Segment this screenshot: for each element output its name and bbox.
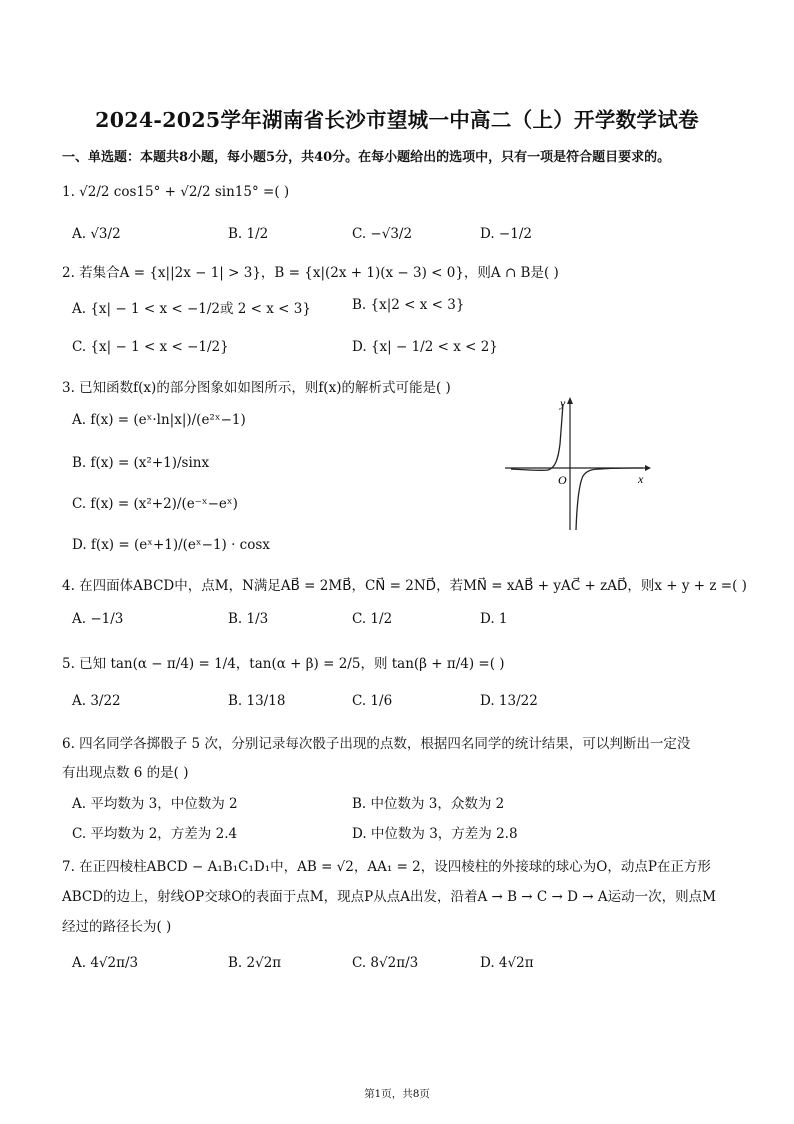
y-axis-arrow <box>567 397 573 404</box>
question-7-stem-line2: ABCD的边上，射线OP交球O的表面于点M，现点P从点A出发，沿着A → B → C → D → A运动一次，则点M <box>62 889 716 905</box>
section-heading: 一、单选题：本题共8小题，每小题5分，共40分。在每小题给出的选项中，只有一项是符合题目要求的。 <box>62 150 671 165</box>
q1-option-a: A. √3/2 <box>72 226 121 242</box>
function-graph <box>503 392 653 532</box>
q4-option-b: B. 1/3 <box>228 611 269 627</box>
q6-option-d: D. 中位数为 3，方差为 2.8 <box>352 826 518 842</box>
curve-left-branch <box>511 404 563 470</box>
q5-option-a: A. 3/22 <box>72 693 121 709</box>
q4-option-c: C. 1/2 <box>352 611 393 627</box>
question-6-stem-line2: 有出现点数 6 的是( ) <box>62 765 189 781</box>
x-axis-arrow <box>645 465 651 471</box>
question-7-stem-line1: 7. 在正四棱柱ABCD − A₁B₁C₁D₁中，AB = √2，AA₁ = 2，设四棱柱的外接球的球心为O，动点P在正方形 <box>62 859 711 875</box>
q1-option-c: C. −√3/2 <box>352 226 413 242</box>
page-title: 2024-2025学年湖南省长沙市望城一中高二（上）开学数学试卷 <box>95 108 699 132</box>
q1-option-b: B. 1/2 <box>228 226 269 242</box>
q6-option-b: B. 中位数为 3，众数为 2 <box>352 796 505 812</box>
q2-option-b: B. {x|2 < x < 3} <box>352 297 465 313</box>
question-4-stem: 4. 在四面体ABCD中，点M，N满足AB⃗ = 2MB⃗，CN⃗ = 2ND⃗，若MN⃗ = xAB⃗ + yAC⃗ + zAD⃗，则x + y + z =( ) <box>62 578 747 594</box>
question-3-stem: 3. 已知函数f(x)的部分图象如如图所示，则f(x)的解析式可能是( ) <box>62 380 451 396</box>
q7-option-c: C. 8√2π/3 <box>352 955 419 971</box>
q4-option-a: A. −1/3 <box>72 611 124 627</box>
q7-option-d: D. 4√2π <box>480 955 534 971</box>
question-5-stem: 5. 已知 tan(α − π/4) = 1/4，tan(α + β) = 2/5，则 tan(β + π/4) =( ) <box>62 656 505 672</box>
y-axis-label: y <box>560 396 566 410</box>
q3-option-c: C. f(x) = (x²+2)/(e⁻ˣ−eˣ) <box>72 496 238 512</box>
q1-option-d: D. −1/2 <box>480 226 532 242</box>
q2-option-a: A. {x| − 1 < x < −1/2或 2 < x < 3} <box>72 301 311 317</box>
question-2-stem: 2. 若集合A = {x||2x − 1| > 3}，B = {x|(2x + 1)(x − 3) < 0}，则A ∩ B是( ) <box>62 265 559 281</box>
q2-option-d: D. {x| − 1/2 < x < 2} <box>352 339 498 355</box>
q6-option-c: C. 平均数为 2，方差为 2.4 <box>72 826 238 842</box>
q7-option-a: A. 4√2π/3 <box>72 955 139 971</box>
q7-option-b: B. 2√2π <box>228 955 282 971</box>
question-1-stem: 1. √2/2 cos15° + √2/2 sin15° =( ) <box>62 184 290 200</box>
question-7-stem-line3: 经过的路径长为( ) <box>62 919 172 935</box>
x-axis-label: x <box>638 472 644 486</box>
q6-option-a: A. 平均数为 3，中位数为 2 <box>72 796 238 812</box>
question-6-stem-line1: 6. 四名同学各掷骰子 5 次，分别记录每次骰子出现的点数，根据四名同学的统计结果，可以判断出一定没 <box>62 736 691 752</box>
q3-option-d: D. f(x) = (eˣ+1)/(eˣ−1) · cosx <box>72 537 270 553</box>
curve-right-branch <box>576 468 643 530</box>
q5-option-c: C. 1/6 <box>352 693 393 709</box>
q3-option-b: B. f(x) = (x²+1)/sinx <box>72 455 210 471</box>
q2-option-c: C. {x| − 1 < x < −1/2} <box>72 339 229 355</box>
origin-label: O <box>558 473 567 487</box>
page-footer: 第1页，共8页 <box>364 1088 430 1100</box>
q4-option-d: D. 1 <box>480 611 508 627</box>
q5-option-d: D. 13/22 <box>480 693 538 709</box>
q5-option-b: B. 13/18 <box>228 693 286 709</box>
q3-option-a: A. f(x) = (eˣ·ln|x|)/(e²ˣ−1) <box>72 412 246 428</box>
